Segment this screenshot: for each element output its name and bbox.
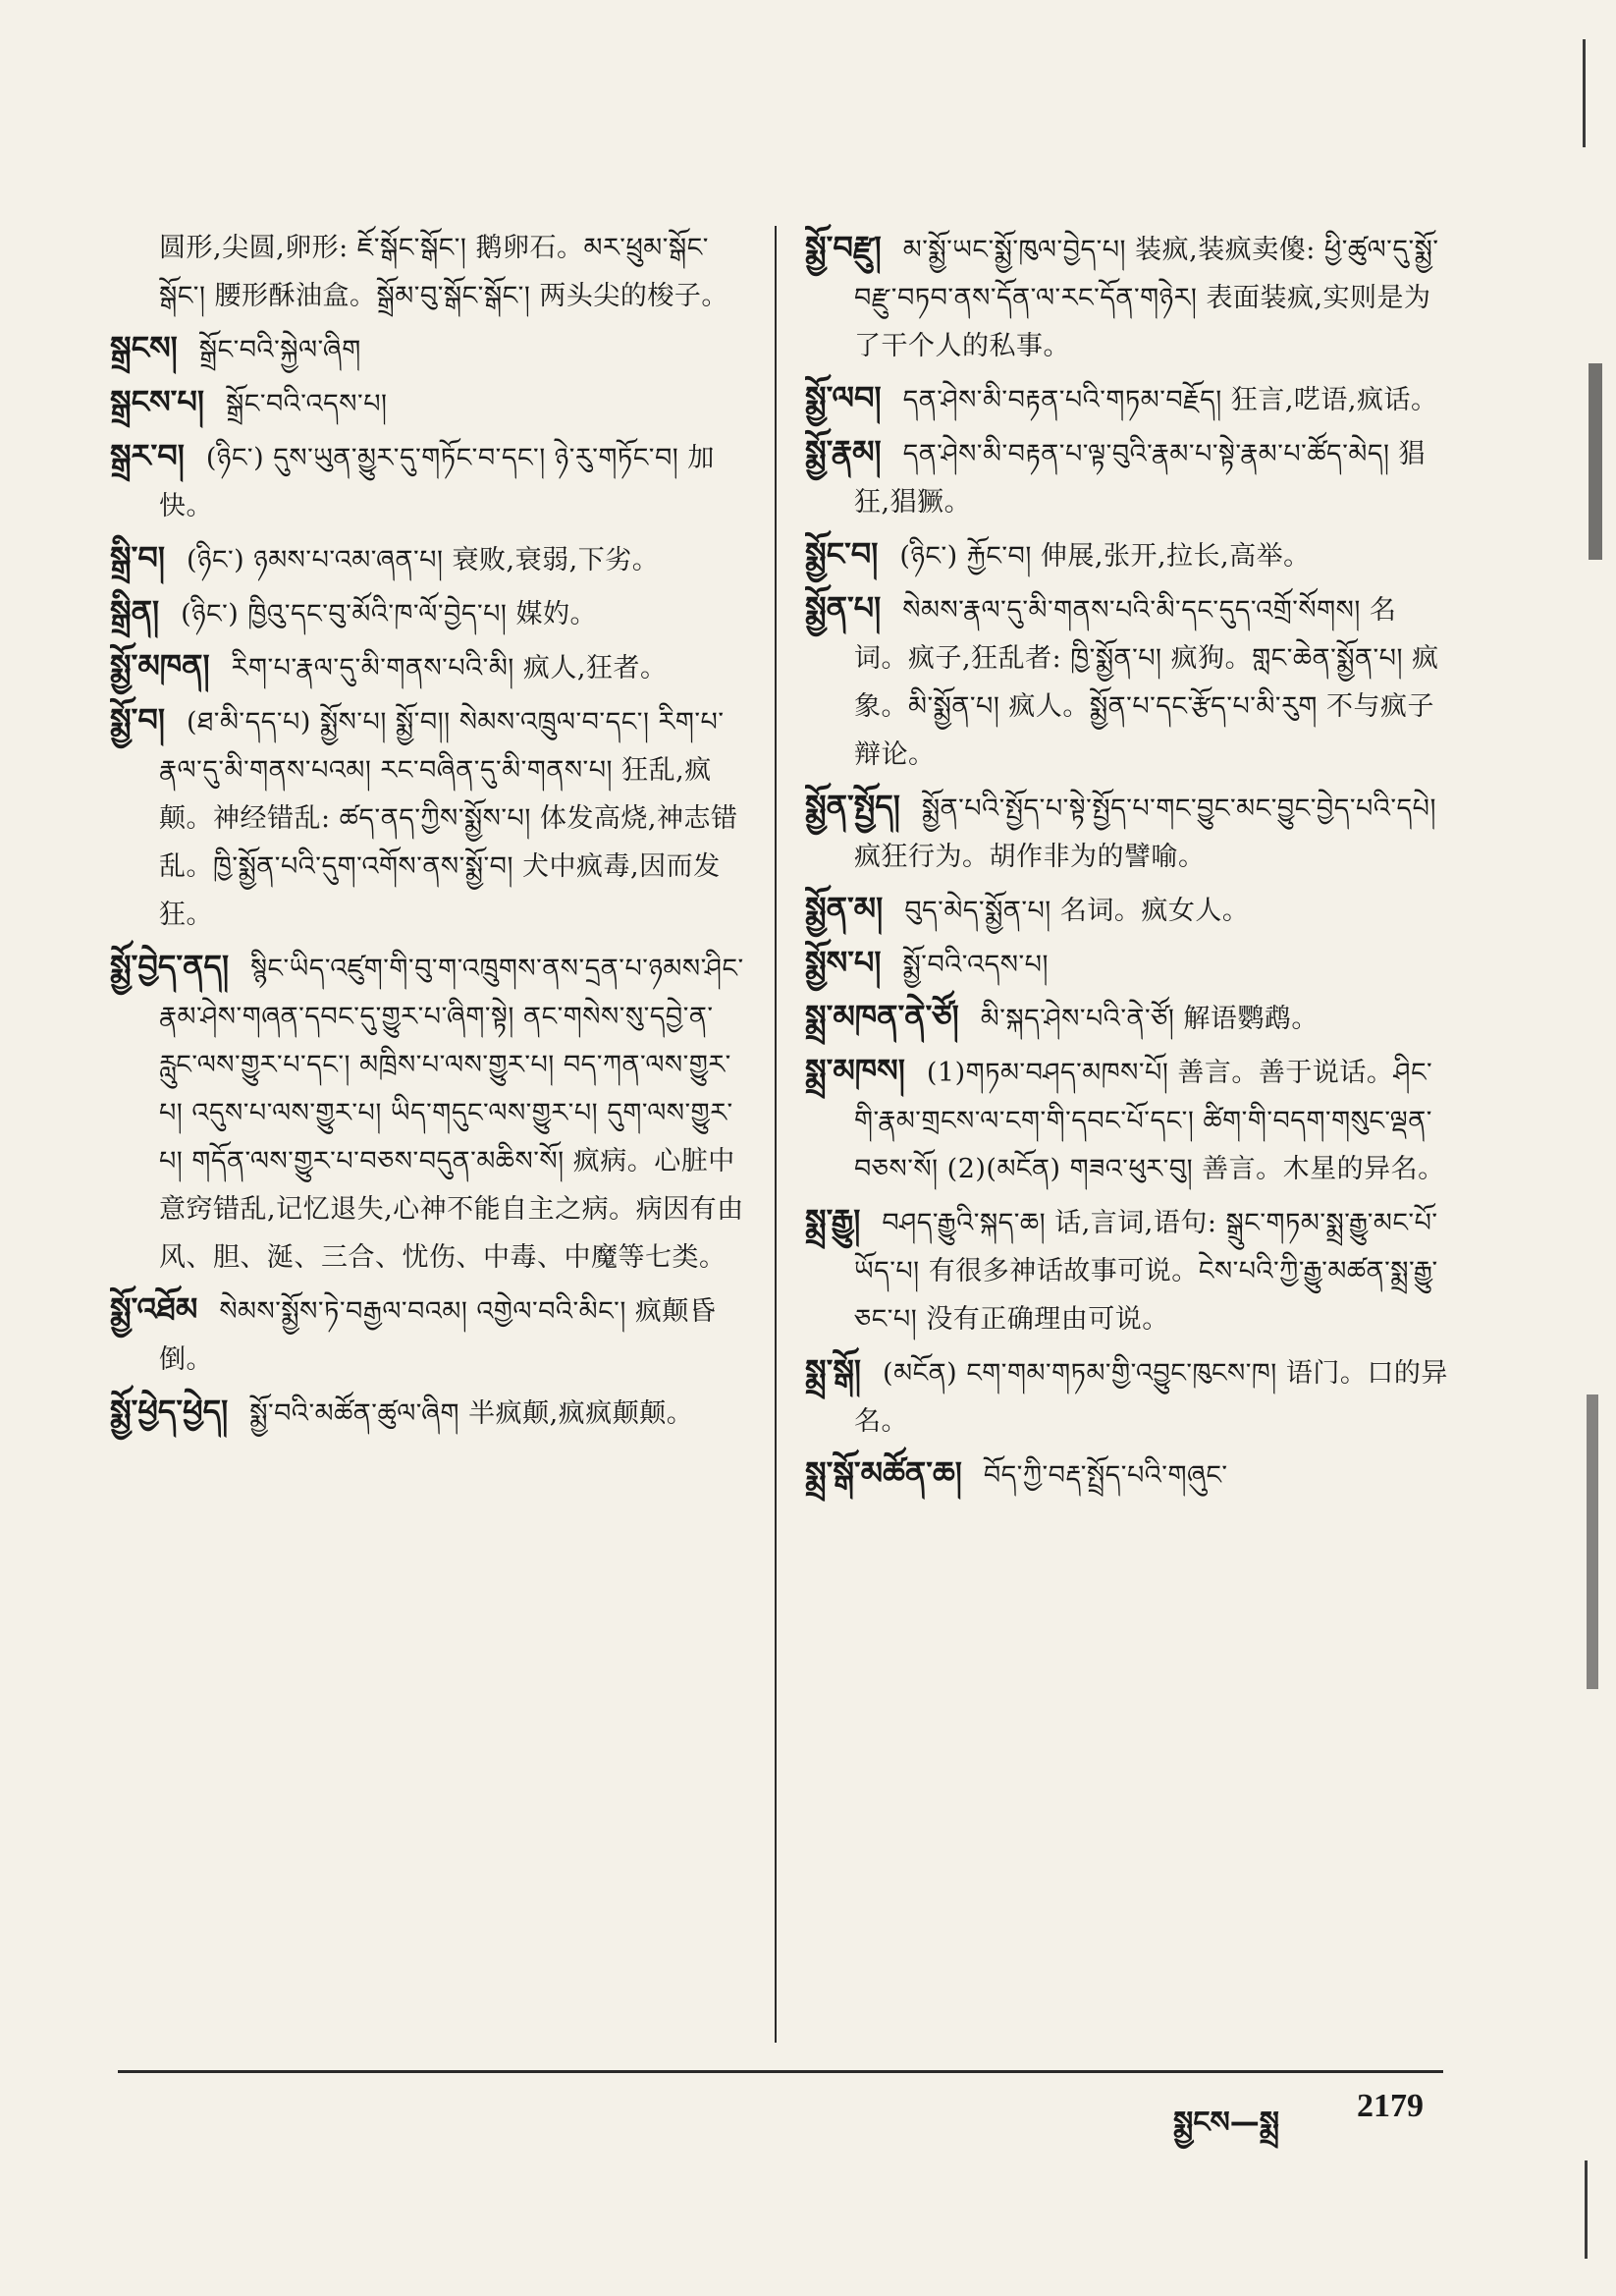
- headword: སྨྱོང་བ།: [805, 535, 879, 573]
- left-entry: [110, 642, 748, 692]
- definition-text: (ཐ་མི་དད་པ) སྨྱོས་པ། སྨྱོ་བ།། སེམས་འཁྲུལ་བ་དང་། རིག་པ་རྣལ་དུ་མི་གནས་པའམ། རང་བཞིན་དུ་མི་གནས་པ། 狂乱,疯颠。神经错乱: ཚད་ནད་ཀྱིས་སྨྱོས་པ། 体发高烧,神志错乱。ཁྱི་སྨྱོན་པའི་དུག་འགོས་ནས་སྨྱོ་བ། 犬中疯毒,因而发狂。: [159, 707, 738, 930]
- definition-text: བཤད་རྒྱུའི་སྐད་ཆ། 话,言词,语句: སྒྲུང་གཏམ་སྨྲ་རྒྱུ་མང་པོ་ཡོད་པ། 有很多神话故事可说。ངེས་པའི་ཀྱི་རྒྱུ་མཚན་སྨྲ་རྒྱུ་ཅང་པ། 没有正确理由可说。: [854, 1208, 1438, 1335]
- right-entry: [805, 783, 1448, 881]
- left-entry: [110, 378, 748, 428]
- headword: སྨྱོན་མ།: [805, 890, 884, 927]
- definition-text: སྒྲོང་བའི་སྐྱེལ་ཞིག: [198, 335, 361, 365]
- page-number: 2179: [1357, 2088, 1424, 2124]
- right-entry: [805, 1197, 1448, 1343]
- definition-text: (ཉིང་) ཁྱིའུ་དང་བུ་མོའི་ཁ་ལོ་བྱེད་པ། 媒妁。: [181, 599, 598, 629]
- headword: སྒྲངས་པ།: [110, 383, 205, 420]
- right-entry: [805, 885, 1448, 935]
- headword: སྨྱོ་མཁན།: [110, 647, 210, 684]
- definition-text: དན་ཤེས་མི་བརྟན་པ་ལྟ་བུའི་རྣམ་པ་སྟེ་རྣམ་པ་ཚོད་མེད། 猖狂,猖獗。: [854, 439, 1427, 518]
- headword: སྒྲར་བ།: [110, 437, 185, 474]
- right-column: [805, 224, 1448, 2060]
- scan-edge-mark: [1583, 39, 1586, 147]
- definition-text: (མངོན) ངག་གམ་གཏམ་གྱི་འབྱུང་ཁུངས་ཁ། 语门。口的异名。: [854, 1358, 1448, 1437]
- headword: སྨྲ་མཁན་ནེ་ཙོ།: [805, 998, 959, 1035]
- left-entry: [110, 588, 748, 638]
- headword: སྒྲི་བ།: [110, 539, 165, 576]
- right-entry: [805, 1047, 1448, 1193]
- footer-rule: [118, 2070, 1443, 2073]
- right-entry: [805, 584, 1448, 779]
- definition-text: (ཉིང་) རྐྱོང་བ། 伸展,张开,拉长,高举。: [899, 541, 1311, 572]
- definition-text: སྨྱོ་བའི་འདས་པ།: [902, 950, 1049, 980]
- right-entry: [805, 1347, 1448, 1446]
- right-entry: [805, 939, 1448, 989]
- definition-text: མ་སྨྱོ་ཡང་སྨྱོ་ཁུལ་བྱེད་པ། 装疯,装疯卖傻: ཕྱི་ཚུལ་དུ་སྨྱོ་བརྫུ་བཏབ་ནས་དོན་ལ་རང་དོན་གཉེར། 表面装疯,实则是为了干个人的私事。: [854, 235, 1439, 361]
- headword: སྨྱོ་རྣམ།: [805, 433, 882, 470]
- scan-edge-mark: [1587, 1394, 1598, 1689]
- headword: སྨྱོ་བྱེད་ནད།: [110, 948, 230, 985]
- running-head: སྨྱངས—སྨྲ: [1173, 2105, 1280, 2140]
- headword: སྨྱོ་འཐོམ: [110, 1290, 198, 1328]
- definition-text: སྨྱོན་པའི་སྤྱོད་པ་སྟེ་སྤྱོད་པ་གང་བྱུང་མང་བྱུང་བྱེད་པའི་དཔེ། 疯狂行为。胡作非为的譬喻。: [854, 793, 1436, 872]
- headword: སྨྱོ་བརྫུ།: [805, 229, 882, 266]
- definition-text: སྒྲོང་བའི་འདས་པ།: [226, 389, 388, 419]
- right-entry: [805, 428, 1448, 526]
- headword: སྨྲ་མཁས།: [805, 1052, 905, 1089]
- headword: སྨྱོ་བ།: [110, 701, 165, 738]
- headword: སྒྲིན།: [110, 593, 160, 630]
- headword: སྨྱོ་ལབ།: [805, 379, 882, 416]
- headword: སྨྱོ་ཕྱེད་ཕྱེད།: [110, 1393, 229, 1430]
- scan-edge-mark: [1585, 2160, 1588, 2259]
- right-entry: [805, 530, 1448, 580]
- definition-text: (ཉིང་) ཉམས་པ་འམ་ཞན་པ། 衰败,衰弱,下劣。: [186, 545, 660, 575]
- headword: སྨྱོན་སྤྱོད།: [805, 788, 900, 825]
- left-entry: [110, 432, 748, 530]
- headword: སྨྲ་སྒོ།: [805, 1352, 862, 1390]
- left-entry: [110, 943, 748, 1282]
- definition-text: 圆形,尖圆,卵形: ཇོ་སྒོང་སྒོང་། 鹅卵石。མར་ཕྲུམ་སྒོང་སྒོང་། 腰形酥油盒。སྒྲོམ་བུ་སྒོང་སྒོང་། 两头尖的梭子。: [159, 233, 728, 311]
- left-entry: [110, 696, 748, 939]
- left-entry: [110, 1285, 748, 1384]
- headword: སྨྲ་སྒོ་མཚོན་ཆ།: [805, 1454, 962, 1492]
- left-entry: [110, 534, 748, 584]
- definition-text: སྨྱོ་བའི་མཚོན་ཚུལ་ཞིག 半疯颠,疯疯颠颠。: [249, 1398, 694, 1429]
- headword: སྨྲ་རྒྱུ།: [805, 1202, 861, 1239]
- right-entry: [805, 374, 1448, 424]
- definition-text: སྙིང་ཡིད་འཛུག་གི་བུ་ག་འཁྲུགས་ནས་དྲན་པ་ཉམས་ཤིང་རྣམ་ཤེས་གཞན་དབང་དུ་གྱུར་པ་ཞིག་སྟེ། ནང་གསེས་སུ་དབྱེ་ན་རླུང་ལས་གྱུར་པ་དང་། མཁྲིས་པ་ལས་གྱུར་པ། བད་ཀན་ལས་གྱུར་པ། འདུས་པ་ལས་གྱུར་པ། ཡིད་གདུང་ལས་གྱུར་པ། དུག་ལས་གྱུར་པ། གདོན་ལས་གྱུར་པ་བཅས་བདུན་མཆིས་སོ། 疯病。心脏中意窍错乱,记忆退失,心神不能自主之病。病因有由风、胆、涎、三合、忧伤、中毒、中魔等七类。: [159, 954, 744, 1273]
- definition-text: མི་སྐད་ཤེས་པའི་ནེ་ཙོ། 解语鹦鹉。: [980, 1004, 1319, 1034]
- right-entry: [805, 1449, 1448, 1500]
- headword: སྨྱོས་པ།: [805, 944, 882, 981]
- left-entry: [110, 324, 748, 374]
- headword: སྨྱོན་པ།: [805, 589, 882, 627]
- left-entry: [110, 224, 748, 320]
- definition-text: དན་ཤེས་མི་བརྟན་པའི་གཏམ་བརྗོད། 狂言,呓语,疯话。: [902, 385, 1438, 415]
- headword: སྒྲངས།: [110, 329, 178, 366]
- right-entry: [805, 993, 1448, 1043]
- definition-text: བུད་མེད་སྨྱོན་པ། 名词。疯女人。: [904, 896, 1250, 926]
- left-column: [110, 224, 748, 2060]
- definition-text: སེམས་རྣལ་དུ་མི་གནས་པའི་མི་དང་དུད་འགྲོ་སོགས། 名词。疯子,狂乱者: ཁྱི་སྨྱོན་པ། 疯狗。གླང་ཆེན་སྨྱོན་པ། 疯象。མི་སྨྱོན་པ། 疯人。སྨྱོན་པ་དང་རྩོད་པ་མི་རུག 不与疯子辩论。: [854, 595, 1439, 770]
- definition-text: སེམས་སྨྱོས་ཏེ་བརྒྱལ་བའམ། འགྱེལ་བའི་མིང་། 疯颠昏倒。: [159, 1296, 717, 1375]
- definition-text: (ཉིང་) དུས་ཡུན་མྱུར་དུ་གཏོང་བ་དང་། ཉེ་རུ་གཏོང་བ། 加快。: [159, 443, 715, 521]
- left-entry: [110, 1388, 748, 1438]
- right-entry: [805, 224, 1448, 370]
- column-divider: [775, 226, 777, 2043]
- scan-edge-mark: [1589, 363, 1602, 560]
- definition-text: བོད་ཀྱི་བརྡ་སྤྲོད་པའི་གཞུང་: [983, 1460, 1228, 1491]
- definition-text: (1)གཏམ་བཤད་མཁས་པོ། 善言。善于说话。ཤིང་གི་རྣམ་གྲངས་ལ་ངག་གི་དབང་པོ་དང་། ཚིག་གི་བདག་གསུང་ལྡན་བཅས་སོ། (2)(མངོན) གཟའ་ཕུར་བུ། 善言。木星的异名。: [854, 1058, 1445, 1184]
- definition-text: རིག་པ་རྣལ་དུ་མི་གནས་པའི་མི། 疯人,狂者。: [231, 653, 668, 683]
